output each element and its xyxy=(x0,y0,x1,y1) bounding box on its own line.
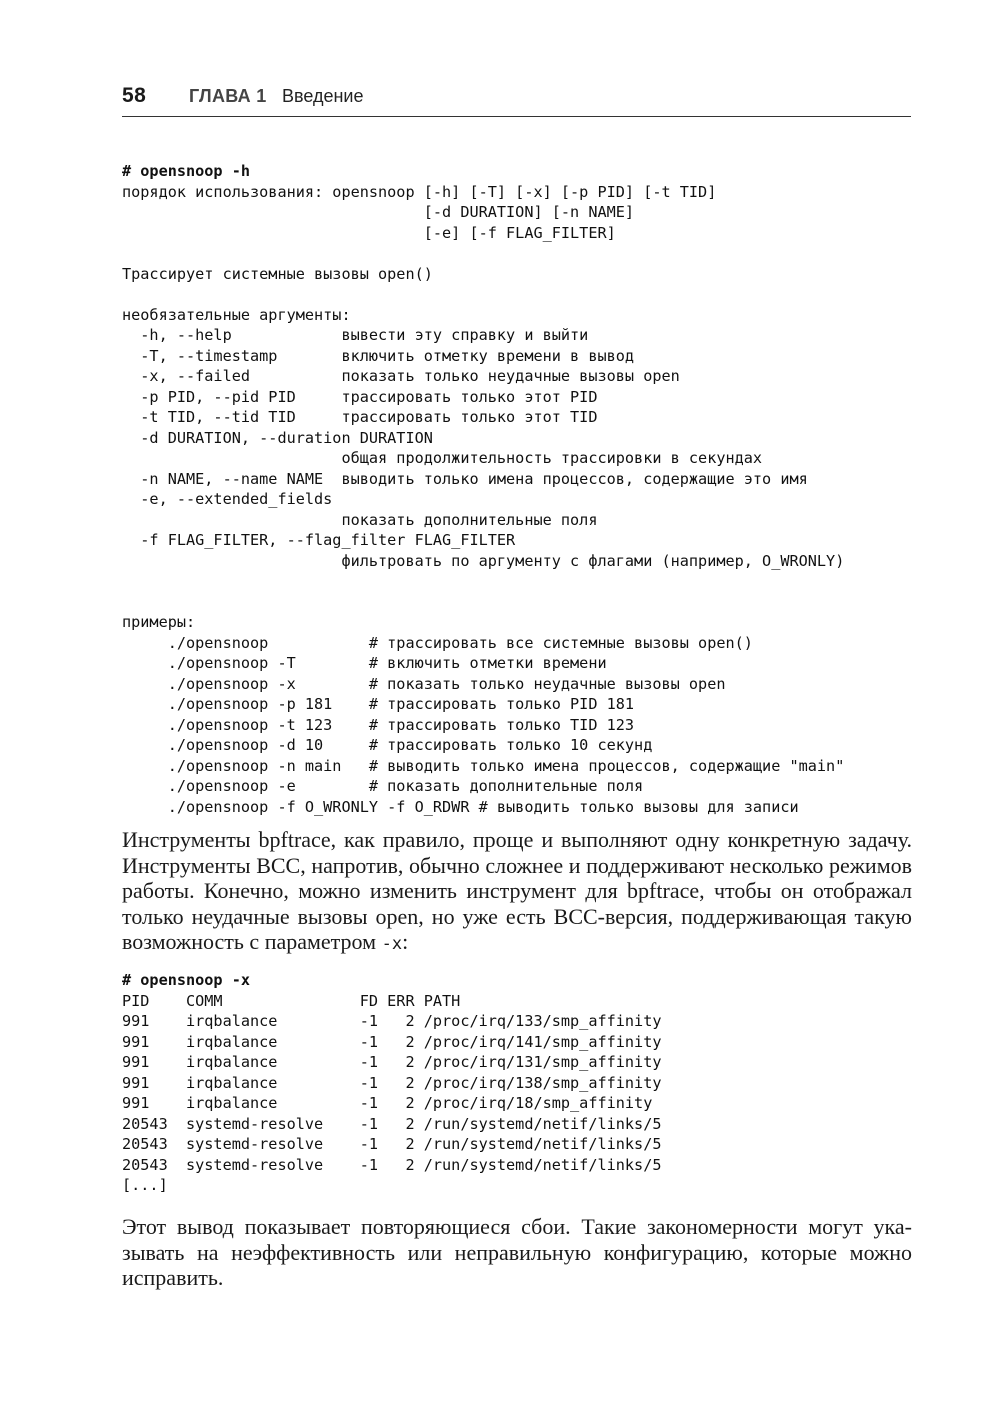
help-code-line: [-d DURATION] [-n NAME] xyxy=(122,203,635,221)
help-code-line: -T, --timestamp включить отметку времени в вывод xyxy=(122,346,635,365)
chapter-label: ГЛАВА 1 xyxy=(189,86,267,106)
paragraph-line: исправить. xyxy=(122,1265,224,1291)
help-code-line: -e, --extended_fields xyxy=(122,490,333,508)
output-code-line: 20543 systemd-resolve -1 2 /run/systemd/netif/links/5 xyxy=(122,1155,662,1174)
help-code-line: порядок использования: opensnoop [-h] [-T] [-x] [-p PID] [-t TID] xyxy=(122,182,717,201)
paragraph-line: Инструменты BCC, напротив, обычно сложнее и поддерживают несколько режимов xyxy=(122,852,912,878)
output-code-line: 991 irqbalance -1 2 /proc/irq/138/smp_affinity xyxy=(122,1073,662,1092)
help-code-line xyxy=(122,284,844,305)
output-code-line: 991 irqbalance -1 2 /proc/irq/18/smp_affinity xyxy=(122,1094,653,1112)
output-code-block xyxy=(122,970,661,1196)
help-code-line: -f FLAG_FILTER, --flag_filter FLAG_FILTER xyxy=(122,531,516,549)
output-code-line: 991 irqbalance -1 2 /proc/irq/131/smp_affinity xyxy=(122,1053,662,1071)
help-code-line: -x, --failed показать только неудачные вызовы open xyxy=(122,367,680,385)
paragraph-line: Инструменты bpftrace, как правило, проще и выполняют одну конкретную задачу. xyxy=(122,827,912,852)
paragraph-repeated-failures xyxy=(122,1214,912,1291)
paragraph-text: : xyxy=(402,929,409,955)
help-code-line: ./opensnoop -d 10 # трассировать только 10 секунд xyxy=(122,736,653,754)
help-code-line: показать дополнительные поля xyxy=(122,510,598,529)
help-code-line: Трассирует системные вызовы open() xyxy=(122,264,433,283)
help-code-line: ./opensnoop -x # показать только неудачные вызовы open xyxy=(122,674,726,693)
output-code-line: 991 irqbalance -1 2 /proc/irq/141/smp_affinity xyxy=(122,1032,662,1051)
page-header xyxy=(122,84,911,117)
output-command: # opensnoop -x xyxy=(122,971,251,989)
help-code-line: -p PID, --pid PID трассировать только этот PID xyxy=(122,387,598,406)
help-code-line: примеры: xyxy=(122,613,196,631)
help-code-line xyxy=(122,243,844,264)
paragraph-line: Этот вывод показывает повторяющиеся сбои. Такие закономерности могут ука- xyxy=(122,1214,912,1239)
help-code-line: ./opensnoop -T # включить отметки времени xyxy=(122,654,607,672)
help-code-line: -t TID, --tid TID трассировать только этот TID xyxy=(122,408,598,426)
help-code-line: -d DURATION, --duration DURATION xyxy=(122,428,433,447)
help-code-line: [-e] [-f FLAG_FILTER] xyxy=(122,223,616,242)
paragraph-line: работы. Конечно, можно изменить инструмент для bpftrace, чтобы он отображал xyxy=(122,878,912,904)
output-code-line: 20543 systemd-resolve -1 2 /run/systemd/netif/links/5 xyxy=(122,1135,662,1153)
help-code-line xyxy=(122,592,844,613)
output-code-line: PID COMM FD ERR PATH xyxy=(122,991,461,1010)
help-command: # opensnoop -h xyxy=(122,162,251,180)
help-code-block xyxy=(122,161,844,817)
paragraph-line xyxy=(122,929,912,958)
help-code-line: необязательные аргументы: xyxy=(122,305,351,324)
help-code-line: ./opensnoop -n main # выводить только имена процессов, содержащие "main" xyxy=(122,756,845,775)
help-code-line: -n NAME, --name NAME выводить только имена процессов, содержащие это имя xyxy=(122,469,808,488)
help-code-line: ./opensnoop -p 181 # трассировать только PID 181 xyxy=(122,695,635,713)
page-number: 58 xyxy=(122,84,147,107)
output-code-line: 991 irqbalance -1 2 /proc/irq/133/smp_affinity xyxy=(122,1012,662,1030)
paragraph-text: возможность с параметром xyxy=(122,929,382,955)
paragraph-line: только неудачные вызовы open, но уже есть BCC-версия, поддерживающая такую xyxy=(122,903,912,929)
help-code-line: ./opensnoop -f O_WRONLY -f O_RDWR # выводить только вызовы для записи xyxy=(122,797,799,816)
paragraph-bpftrace-vs-bcc xyxy=(122,827,912,958)
output-code-line: 20543 systemd-resolve -1 2 /run/systemd/netif/links/5 xyxy=(122,1114,662,1133)
help-code-line xyxy=(122,571,844,592)
help-code-line: -h, --help вывести эту справку и выйти xyxy=(122,326,589,344)
chapter-title: Введение xyxy=(282,86,364,106)
help-code-line: ./opensnoop -t 123 # трассировать только TID 123 xyxy=(122,715,635,734)
help-code-line: общая продолжительность трассировки в секундах xyxy=(122,449,763,467)
help-code-line: фильтровать по аргументу с флагами (например, O_WRONLY) xyxy=(122,551,845,570)
output-code-line: [...] xyxy=(122,1176,168,1194)
paragraph-line: зывать на неэффективность или неправильную конфигурацию, которые можно xyxy=(122,1239,912,1265)
help-code-line: ./opensnoop # трассировать все системные вызовы open() xyxy=(122,633,753,652)
help-code-line: ./opensnoop -e # показать дополнительные поля xyxy=(122,777,644,795)
inline-code-option: -x xyxy=(381,934,403,955)
